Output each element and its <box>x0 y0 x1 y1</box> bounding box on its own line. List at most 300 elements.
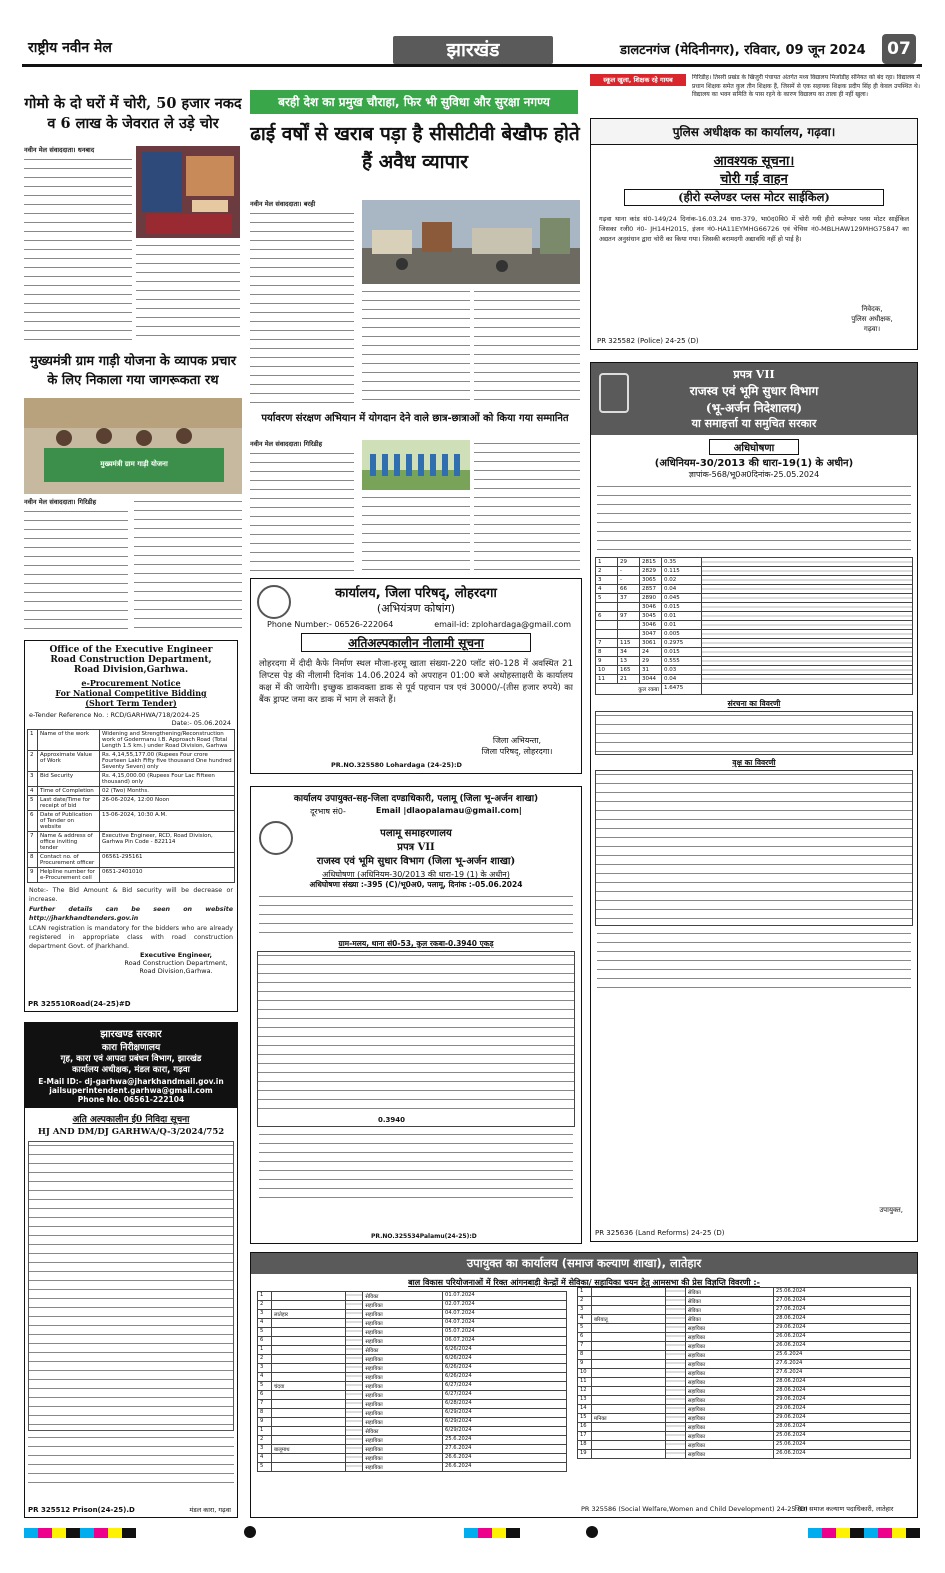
table-total-row <box>596 684 913 695</box>
newspaper-name: राष्ट्रीय नवीन मेल <box>28 40 112 56</box>
zila-notice-title: अतिअल्पकालीन नीलामी सूचना <box>301 633 531 652</box>
table-cell <box>592 1422 666 1431</box>
zila-seal-icon <box>257 585 291 619</box>
zila-phone: Phone Number:- 06526-222064 <box>267 620 394 629</box>
table-cell: 4 <box>596 585 618 594</box>
table-cell-filler <box>702 657 913 666</box>
table-cell: सहायिका <box>685 1359 773 1368</box>
table-cell: 3 <box>258 1309 272 1318</box>
table-row <box>258 1435 567 1444</box>
color-swatch <box>822 1528 836 1538</box>
zila-notice <box>250 578 582 774</box>
table-cell: 26.06.2024 <box>773 1341 910 1350</box>
story1-headline: गोमो के दो घरों में चोरी, 50 हजार नकद व 6 लाख के जेवरात ले उड़े चोर <box>24 95 242 132</box>
strip-text: गिरिडीह। तिसरी प्रखंड के खिजुरी पंचायत अंतर्गत मध्य विद्यालय मिर्जाडीह संनियत को बंद रहा। विद्यालय में प्रधान शिक्षक समेत कुल तीन शिक्षक हैं, जिसमें से एक सहायक शिक्षक प्रदीप सिंह ही केवल उपस्थित थे। विद्यालय का भवन समिति के पास रहने के कारण विद्यालय का ताला ही नहीं खुला। <box>692 74 920 98</box>
table-cell: सेविका <box>363 1345 443 1354</box>
landreform-l7: ज्ञापांक-568/भू0अ0दिनांक-25.05.2024 <box>688 470 820 479</box>
table-cell: 3044 <box>640 675 662 684</box>
table-cell: 2857 <box>640 585 662 594</box>
table-cell <box>592 1341 666 1350</box>
table-row <box>258 1426 567 1435</box>
story2-dateline: नवीन मेल संवाददाता। बरही <box>250 200 316 208</box>
table-cell: 02 (Two) Months. <box>100 787 235 796</box>
table-cell <box>592 1323 666 1332</box>
table-cell <box>592 1287 666 1296</box>
table-cell: 5 <box>28 796 38 811</box>
table-cell: 13-06-2024, 10:30 A.M. <box>100 811 235 832</box>
table-cell: 9 <box>578 1359 592 1368</box>
latehar-sign: जिला समाज कल्याण पदाधिकारी, लातेहार <box>794 1505 894 1513</box>
table-cell-filler <box>702 603 913 612</box>
table-cell: 1 <box>578 1287 592 1296</box>
table-cell: 06561-295161 <box>100 853 235 868</box>
road-sign2: Road Construction Department, <box>124 959 228 967</box>
table-cell: Name & address of office inviting tender <box>38 832 100 853</box>
table-row <box>258 1372 567 1381</box>
table-cell: 4 <box>258 1453 272 1462</box>
latehar-sub: बाल विकास परियोजनाओं में रिक्त आंगनबाड़ी केन्द्रों में सेविका/ सहायिका चयन हेतु आमसभा की प्रेस विज्ञप्ति विवरणी :- <box>408 1278 760 1287</box>
table-row <box>258 1408 567 1417</box>
table-row <box>578 1341 911 1350</box>
dateline: डालटनगंज (मेदिनीनगर), रविवार, 09 जून 2024 <box>620 43 866 58</box>
table-cell: 29.06.2024 <box>773 1323 910 1332</box>
road-date: Date:- 05.06.2024 <box>171 719 231 727</box>
env-col2 <box>362 494 470 574</box>
landreform-l5: अधिघोषणा <box>709 439 799 455</box>
table-cell: सहायिका <box>685 1431 773 1440</box>
table-cell: 9 <box>596 657 618 666</box>
road-l6: (Short Term Tender) <box>85 698 177 708</box>
table-cell: 3061 <box>640 639 662 648</box>
table-row <box>596 558 913 567</box>
table-cell: 37 <box>618 594 640 603</box>
table-cell-filler <box>702 576 913 585</box>
color-swatches-right <box>808 1528 920 1538</box>
table-cell: 25.6.2024 <box>443 1435 567 1444</box>
table-cell <box>596 603 618 612</box>
table-cell <box>666 1368 686 1377</box>
road-sign3: Road Division,Garhwa. <box>139 967 213 975</box>
table-cell: 24 <box>640 648 662 657</box>
police-sign3: गढ़वा। <box>863 325 881 333</box>
table-cell: 25.06.2024 <box>773 1440 910 1449</box>
color-swatch <box>808 1528 822 1538</box>
table-cell <box>345 1444 363 1453</box>
story2-photo <box>362 200 580 284</box>
table-cell: 5 <box>258 1462 272 1471</box>
table-cell: 1 <box>258 1426 272 1435</box>
table-cell <box>345 1336 363 1345</box>
palamu-footer <box>259 1131 573 1201</box>
table-cell <box>666 1431 686 1440</box>
env-col1 <box>250 450 354 574</box>
table-cell: 0.115 <box>662 567 702 576</box>
zila-sub: (अभियंत्रण कोषांग) <box>376 602 456 615</box>
table-cell: 2 <box>258 1435 272 1444</box>
table-cell: 05.07.2024 <box>443 1327 567 1336</box>
table-cell: सहायिका <box>363 1318 443 1327</box>
table-row <box>578 1305 911 1314</box>
table-cell: 19 <box>578 1449 592 1458</box>
table-cell: Executive Engineer, RCD, Road Division, Garhwa Pin Code - 822114 <box>100 832 235 853</box>
jail-l2: कारा निरीक्षणालय <box>101 1043 161 1053</box>
table-cell <box>666 1413 686 1422</box>
color-swatch <box>24 1528 38 1538</box>
table-cell: 97 <box>618 612 640 621</box>
table-cell: 27.6.2024 <box>443 1444 567 1453</box>
table-cell-filler <box>702 675 913 684</box>
table-cell: सहायिका <box>685 1341 773 1350</box>
table-cell: 28.06.2024 <box>773 1377 910 1386</box>
table-cell: 3045 <box>640 612 662 621</box>
table-cell: 4 <box>28 787 38 796</box>
table-row <box>596 657 913 666</box>
palamu-intro <box>259 893 573 939</box>
color-swatch <box>906 1528 920 1538</box>
color-swatches-mid <box>464 1528 520 1538</box>
table-cell <box>272 1399 346 1408</box>
env-col3 <box>474 440 580 574</box>
table-cell: सहायिका <box>363 1336 443 1345</box>
table-cell: 4 <box>258 1372 272 1381</box>
table-cell <box>345 1318 363 1327</box>
table-cell <box>666 1386 686 1395</box>
color-swatch <box>478 1528 492 1538</box>
table-cell: 6/29/2024 <box>443 1408 567 1417</box>
table-cell: 6 <box>596 612 618 621</box>
table-cell: 26.6.2024 <box>443 1453 567 1462</box>
table-cell: सहायिका <box>685 1440 773 1449</box>
table-cell: 17 <box>578 1431 592 1440</box>
table-cell <box>272 1426 346 1435</box>
table-cell: 6 <box>578 1332 592 1341</box>
table-cell: सेविका <box>685 1314 773 1323</box>
road-note1: Note:- The Bid Amount & Bid security will be decrease or increase. <box>29 887 233 903</box>
zila-pr: PR.NO.325580 Lohardaga (24-25):D <box>331 761 462 769</box>
landreform-footer <box>597 930 911 996</box>
table-cell: सहायिका <box>363 1309 443 1318</box>
table-cell: सहायिका <box>685 1449 773 1458</box>
jail-l3: गृह, कारा एवं आपदा प्रबंधन विभाग, झारखंड <box>60 1054 202 1064</box>
table-cell: 11 <box>596 675 618 684</box>
table-cell <box>596 621 618 630</box>
table-cell: सहायिका <box>363 1453 443 1462</box>
table-row <box>258 1345 567 1354</box>
table-cell: 6/26/2024 <box>443 1363 567 1372</box>
table-cell: 10 <box>578 1368 592 1377</box>
table-cell: 5 <box>596 594 618 603</box>
table-cell: 5 <box>258 1327 272 1336</box>
table-cell: 6/29/2024 <box>443 1426 567 1435</box>
landreform-sign: उपायुक्त, <box>879 1206 903 1214</box>
table-cell: 1 <box>596 558 618 567</box>
table-cell: 21 <box>618 675 640 684</box>
gadi-col2 <box>134 498 242 634</box>
total-label: कुल रकबा <box>596 684 662 695</box>
table-cell: सहायिका <box>363 1327 443 1336</box>
table-row <box>28 787 235 796</box>
police-vehicle: (हीरो स्प्लेण्डर प्लस मोटर साईकिल) <box>624 189 884 206</box>
road-l1: Office of the Executive Engineer <box>49 645 213 655</box>
table-cell: सहायिका <box>363 1399 443 1408</box>
road-note2: Further details can be seen on website http://jharkhandtenders.gov.in <box>29 906 233 922</box>
gadi-banner: मुख्यमंत्री ग्राम गाड़ी योजना <box>100 460 168 468</box>
table-cell <box>272 1462 346 1471</box>
table-cell: 2890 <box>640 594 662 603</box>
table-cell: 7 <box>596 639 618 648</box>
table-row <box>578 1395 911 1404</box>
table-row <box>596 585 913 594</box>
table-cell: 8 <box>578 1350 592 1359</box>
table-cell: 15 <box>578 1413 592 1422</box>
color-swatches-left <box>24 1528 136 1538</box>
table-cell <box>345 1426 363 1435</box>
table-cell <box>272 1363 346 1372</box>
table-cell: 2 <box>578 1296 592 1305</box>
table-cell: 16 <box>578 1422 592 1431</box>
landreform-table <box>595 557 913 695</box>
gadi-headline: मुख्यमंत्री ग्राम गाड़ी योजना के व्यापक प्रचार के लिए निकाला गया जागरूकता रथ <box>29 354 237 388</box>
police-sign2: पुलिस अधीक्षक, <box>851 315 893 323</box>
table-cell: 29 <box>618 558 640 567</box>
latehar-right-table <box>577 1287 911 1459</box>
table-cell: 3065 <box>640 576 662 585</box>
landreform-intro <box>597 483 911 555</box>
palamu-l1: पलामू समाहरणालय <box>380 828 452 839</box>
table-cell-filler <box>702 558 913 567</box>
table-cell <box>345 1408 363 1417</box>
table-cell: सहायिका <box>363 1363 443 1372</box>
table-cell: 6 <box>258 1390 272 1399</box>
table-cell: सहायिका <box>363 1462 443 1471</box>
table-cell: 25.6.2024 <box>773 1350 910 1359</box>
police-subject: चोरी गई वाहन <box>720 172 788 187</box>
table-cell <box>592 1377 666 1386</box>
table-cell: सेविका <box>363 1291 443 1300</box>
table-cell: सहायिका <box>685 1350 773 1359</box>
table-cell: 28.06.2024 <box>773 1314 910 1323</box>
color-swatch <box>506 1528 520 1538</box>
table-cell: Helpline number for e-Procurement cell <box>38 868 100 883</box>
story2-col3 <box>362 288 470 406</box>
table-cell: 2829 <box>640 567 662 576</box>
table-cell <box>592 1305 666 1314</box>
table-row <box>578 1359 911 1368</box>
table-cell <box>272 1408 346 1417</box>
table-row <box>596 648 913 657</box>
table-cell: 2 <box>258 1300 272 1309</box>
table-row <box>258 1390 567 1399</box>
color-swatch <box>52 1528 66 1538</box>
palamu-l2: प्रपत्र VII <box>397 842 435 853</box>
gadi-col1 <box>24 508 128 634</box>
table-cell: 0.2975 <box>662 639 702 648</box>
table-cell: 34 <box>618 648 640 657</box>
table-cell: 6/26/2024 <box>443 1372 567 1381</box>
table-row <box>258 1291 567 1300</box>
landreform-l1: प्रपत्र VII <box>733 368 775 381</box>
section-title: झारखंड <box>393 36 553 64</box>
table-cell <box>666 1323 686 1332</box>
table-cell: 26.06.2024 <box>773 1449 910 1458</box>
table-cell: 0.015 <box>662 648 702 657</box>
table-row <box>578 1413 911 1422</box>
table-cell: सेविका <box>685 1287 773 1296</box>
latehar-pr: PR 325586 (Social Welfare,Women and Child Development) 24-25 (D) <box>581 1505 808 1513</box>
table-cell: 0651-2401010 <box>100 868 235 883</box>
table-cell-filler <box>702 621 913 630</box>
jail-email2: jailsuperintendent.garhwa@gmail.com <box>49 1086 213 1095</box>
table-cell: सहायिका <box>685 1422 773 1431</box>
table-row <box>578 1323 911 1332</box>
table-cell <box>345 1291 363 1300</box>
table-cell: सहायिका <box>363 1381 443 1390</box>
latehar-title: उपायुक्त का कार्यालय (समाज कल्याण शाखा), लातेहार <box>251 1253 917 1274</box>
zila-sign1: जिला अभियन्ता, <box>492 736 542 745</box>
table-cell: 31 <box>640 666 662 675</box>
table-cell: - <box>618 576 640 585</box>
table-cell <box>345 1435 363 1444</box>
table-cell <box>272 1453 346 1462</box>
table-cell: 3046 <box>640 603 662 612</box>
table-row <box>258 1327 567 1336</box>
palamu-phone: दूरभाष सं0- <box>310 807 346 816</box>
table-cell <box>345 1390 363 1399</box>
table-cell <box>345 1372 363 1381</box>
table-cell <box>666 1287 686 1296</box>
table-cell: 7 <box>28 832 38 853</box>
table-cell: Name of the work <box>38 730 100 751</box>
table-cell: 4 <box>258 1318 272 1327</box>
jail-sign: मंडल कारा, गढ़वा <box>189 1506 231 1514</box>
table-cell: 6/26/2024 <box>443 1345 567 1354</box>
table-row <box>28 853 235 868</box>
landreform-sec2: संरचना का विवरणी <box>727 699 781 708</box>
jail-notice-title: अति अल्पकालीन ई0 निविदा सूचना <box>72 1115 190 1125</box>
table-cell: Date of Publication of Tender on website <box>38 811 100 832</box>
palamu-table <box>257 951 575 1127</box>
color-swatch <box>122 1528 136 1538</box>
table-cell: 29.06.2024 <box>773 1413 910 1422</box>
table-cell: 11 <box>578 1377 592 1386</box>
table-cell: Rs. 4,15,000.00 (Rupees Four Lac Fifteen thousand) only <box>100 772 235 787</box>
table-cell <box>272 1318 346 1327</box>
table-cell <box>666 1296 686 1305</box>
table-cell-filler <box>702 648 913 657</box>
page-number: 07 <box>882 34 916 64</box>
table-row <box>28 751 235 772</box>
table-cell <box>272 1417 346 1426</box>
table-cell-filler <box>702 639 913 648</box>
story2-col4 <box>474 288 580 406</box>
table-cell: 2 <box>596 567 618 576</box>
table-cell-filler <box>702 612 913 621</box>
police-notice <box>590 118 918 350</box>
road-l5: For National Competitive Bidding <box>55 688 207 698</box>
palamu-top: कार्यालय उपायुक्त-सह-जिला दण्डाधिकारी, पलामू (जिला भू-अर्जन शाखा) <box>293 794 539 804</box>
table-cell: 8 <box>258 1408 272 1417</box>
table-cell: 3 <box>596 576 618 585</box>
table-cell: 7 <box>578 1341 592 1350</box>
table-row <box>258 1300 567 1309</box>
table-row <box>578 1440 911 1449</box>
table-cell <box>345 1309 363 1318</box>
table-cell: 3046 <box>640 621 662 630</box>
table-cell: 26.06.2024 <box>773 1332 910 1341</box>
table-cell-filler <box>702 567 913 576</box>
table-cell: Approximate Value of Work <box>38 751 100 772</box>
table-cell: 3 <box>28 772 38 787</box>
table-cell <box>272 1354 346 1363</box>
zila-contact <box>267 620 571 629</box>
table-cell <box>345 1300 363 1309</box>
table-cell: 3047 <box>640 630 662 639</box>
table-cell: सहायिका <box>363 1444 443 1453</box>
landreform-sec3: वृक्ष का विवरणी <box>732 758 776 767</box>
table-cell: 5 <box>578 1323 592 1332</box>
table-row <box>596 639 913 648</box>
table-cell <box>592 1431 666 1440</box>
table-cell: 27.06.2024 <box>773 1296 910 1305</box>
table-cell: 10 <box>596 666 618 675</box>
table-cell: 66 <box>618 585 640 594</box>
road-table <box>27 729 235 883</box>
table-row <box>596 621 913 630</box>
table-cell <box>272 1336 346 1345</box>
table-row <box>258 1417 567 1426</box>
road-l4: e-Procurement Notice <box>81 678 181 688</box>
table-row <box>578 1350 911 1359</box>
table-cell: 0.03 <box>662 666 702 675</box>
gadi-dateline: नवीन मेल संवाददाता। गिरिडीह <box>24 498 97 506</box>
table-row <box>258 1453 567 1462</box>
jail-l1: झारखण्ड सरकार <box>100 1029 162 1040</box>
table-row <box>578 1332 911 1341</box>
table-cell: 6/27/2024 <box>443 1381 567 1390</box>
table-cell: 0.35 <box>662 558 702 567</box>
zila-title: कार्यालय, जिला परिषद्, लोहरदगा <box>335 586 497 601</box>
table-cell-filler <box>702 594 913 603</box>
header-rule <box>22 64 922 67</box>
table-cell: 165 <box>618 666 640 675</box>
table-cell-filler <box>702 585 913 594</box>
table-cell: 2 <box>258 1354 272 1363</box>
jail-ref: HJ AND DM/DJ GARHWA/Q-3/2024/752 <box>37 1127 225 1137</box>
table-row <box>596 576 913 585</box>
jail-l4: कार्यालय अधीक्षक, मंडल कारा, गढ़वा <box>72 1065 190 1075</box>
jail-header <box>25 1023 237 1108</box>
table-cell: सहायिका <box>363 1354 443 1363</box>
table-cell: 3 <box>258 1444 272 1453</box>
palamu-l5: अधिघोषणा संख्या :-395 (C)/भू0अ0, पलामू, दिनांक :-05.06.2024 <box>309 880 523 889</box>
jail-phone: Phone No. 06561-222104 <box>77 1095 185 1104</box>
table-row <box>28 868 235 883</box>
table-row <box>258 1444 567 1453</box>
table-cell <box>666 1350 686 1359</box>
table-cell: 0.01 <box>662 612 702 621</box>
table-cell <box>666 1341 686 1350</box>
table-cell: 13 <box>618 657 640 666</box>
table-cell: सहायिका <box>363 1417 443 1426</box>
police-body: गढ़वा थाना कांड सं0-149/24 दिनांक-16.03.24 धारा-379, भा0द0वि0 में चोरी गयी हीरो स्प्लेण्डर प्लस मोटर साईकिल जिसका रजी0 नं0- JH14H2015, इंजन नं0-HA11EYMHG66726 एवं चेचिस नं0-MBLHAW129MHG75847 का अद्यतन अनुसंधान द्वारा चोरी का किया गया। जिसकी बरामदगी अद्यावधि नहीं हो पाई है। <box>599 215 909 243</box>
table-cell <box>272 1300 346 1309</box>
table-cell: 29.06.2024 <box>773 1395 910 1404</box>
table-cell: 0.04 <box>662 585 702 594</box>
table-cell: 2 <box>28 751 38 772</box>
table-cell: 6 <box>28 811 38 832</box>
table-cell: 6/27/2024 <box>443 1390 567 1399</box>
table-cell: सहायिका <box>685 1332 773 1341</box>
